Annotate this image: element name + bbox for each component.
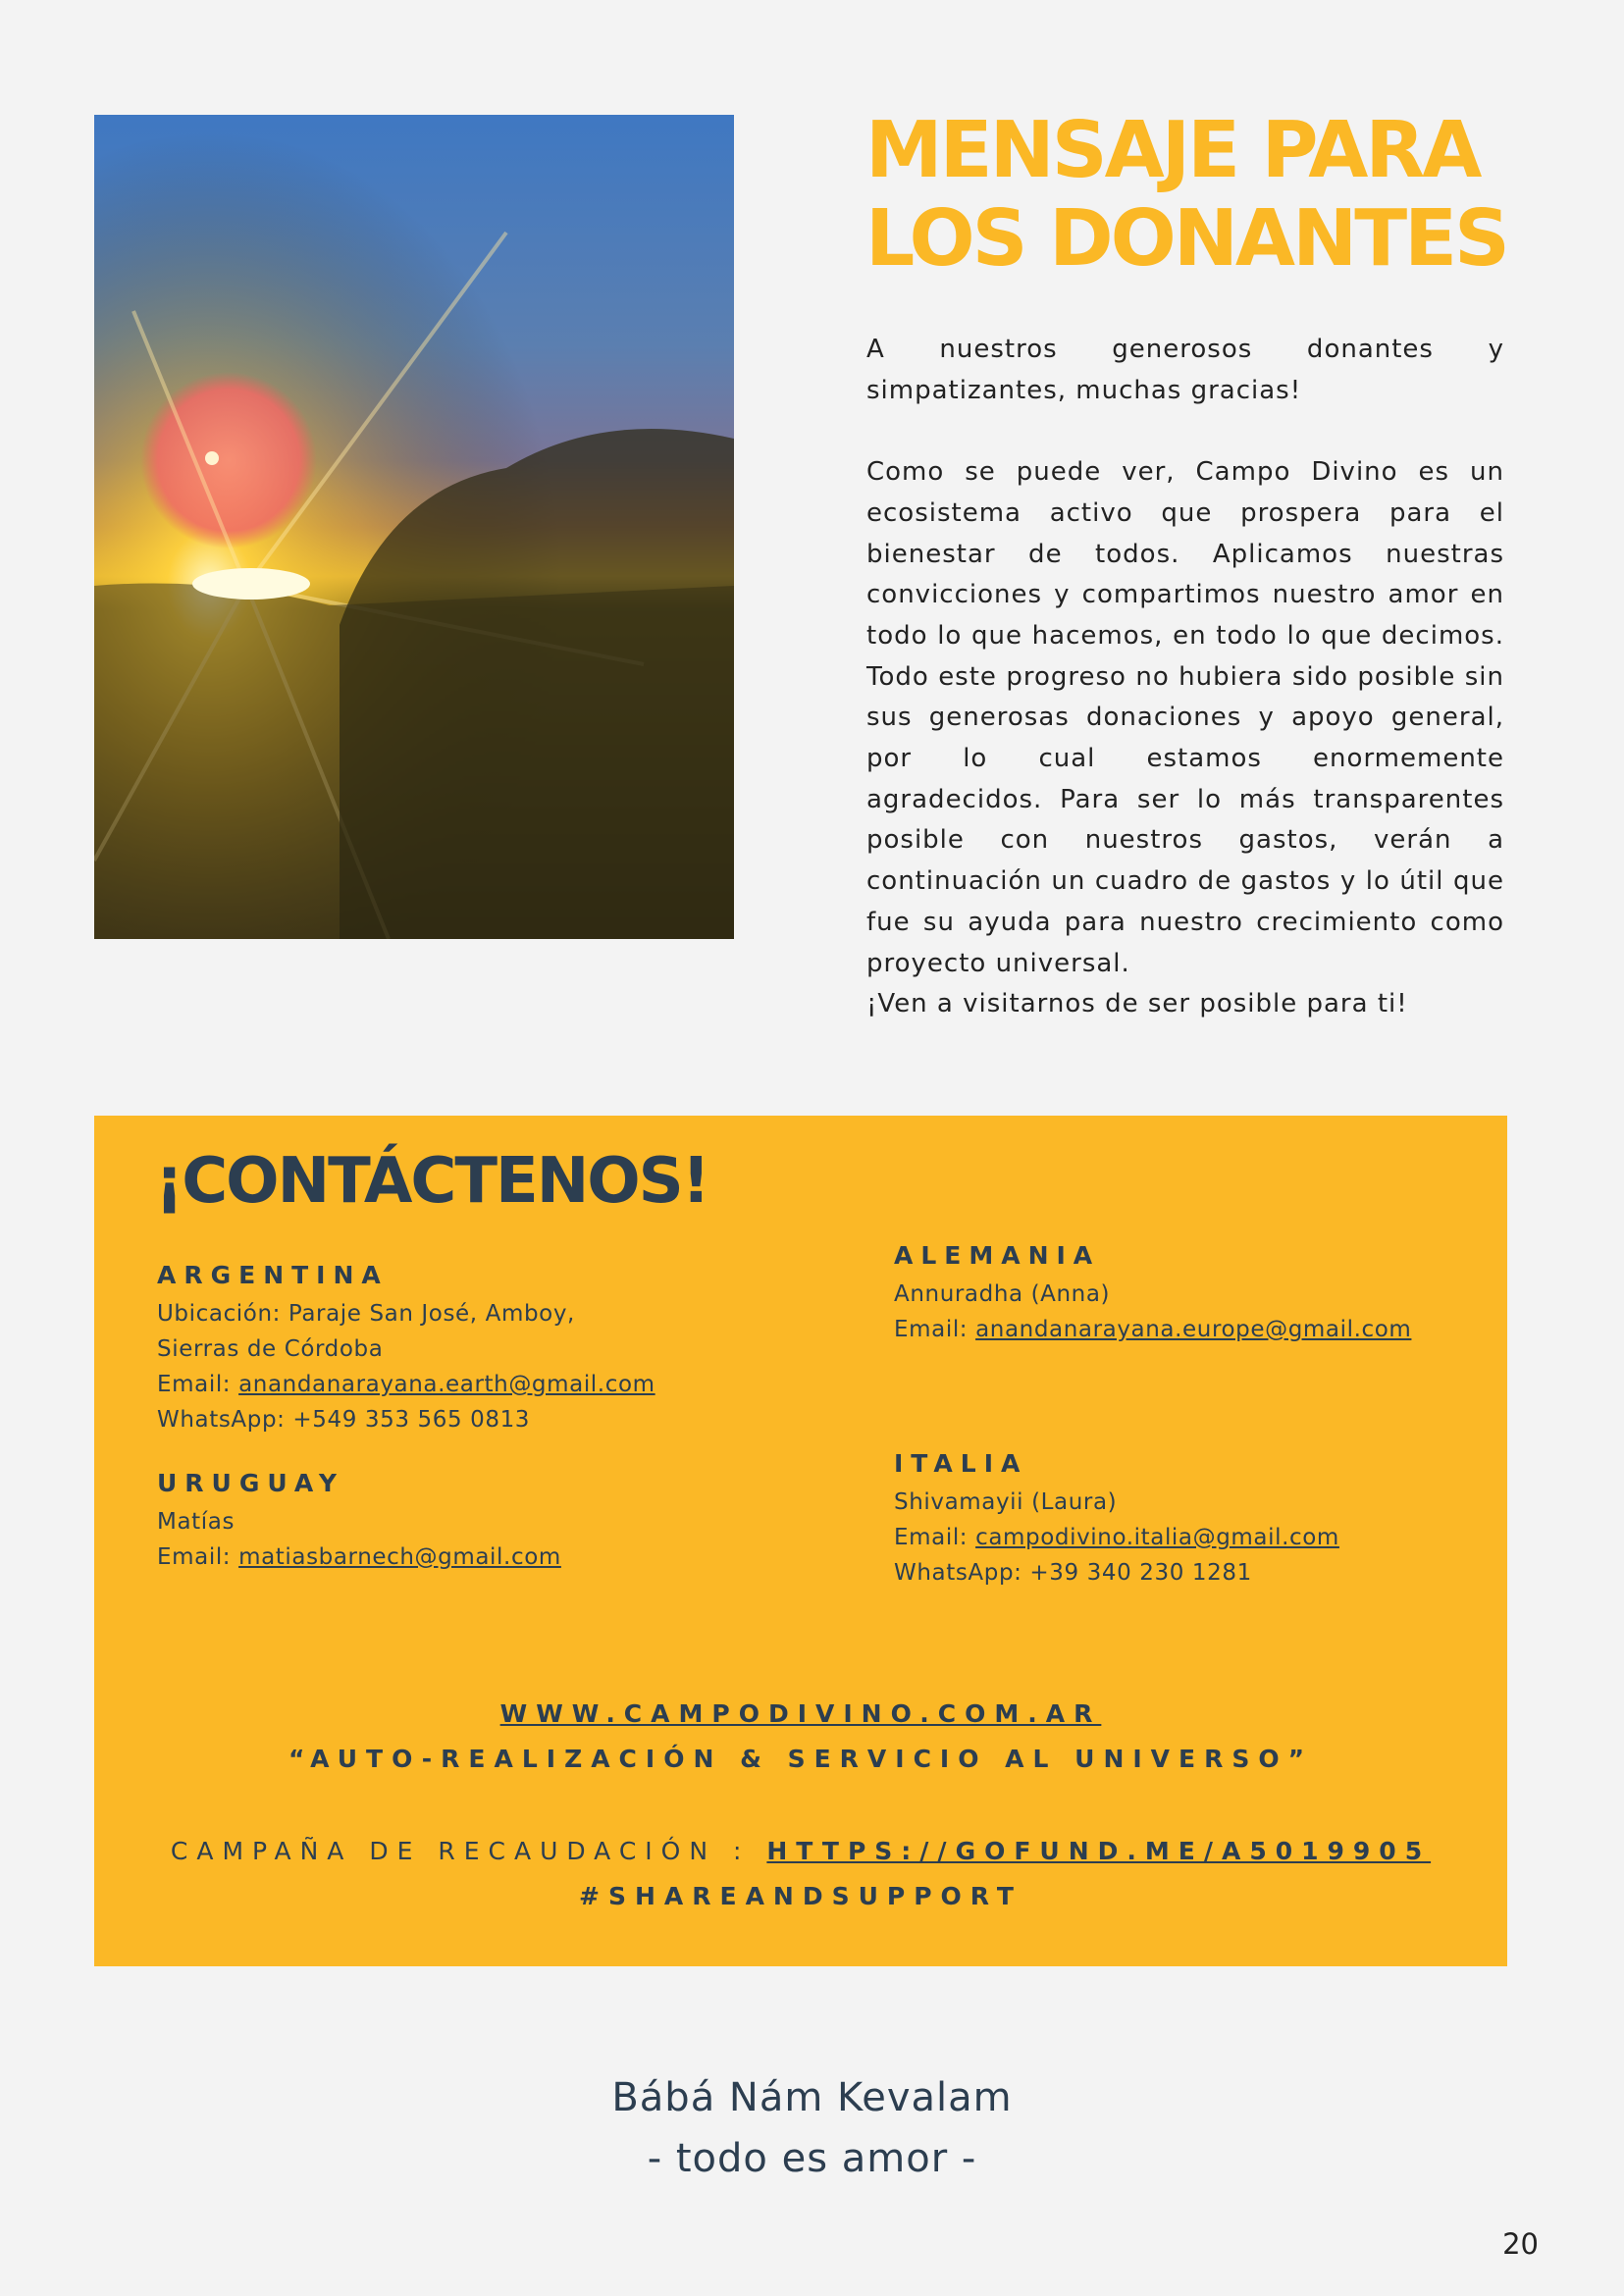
region-heading-alemania: ALEMANIA [894,1241,1101,1270]
email-link-uruguay[interactable]: matiasbarnech@gmail.com [238,1544,561,1570]
email-link-italia[interactable]: campodivino.italia@gmail.com [975,1525,1339,1550]
website-row [94,1699,1507,1728]
contact-name-alemania: Annuradha (Anna) [894,1281,1111,1307]
email-label: Email: [894,1525,976,1550]
campaign-row [94,1837,1507,1865]
sunset-image [94,115,734,939]
contact-uruguay [157,1467,561,1575]
contact-section [94,1116,1507,1966]
contact-title: ¡CONTÁCTENOS! [155,1145,708,1218]
contact-name-uruguay: Matías [157,1509,236,1535]
whatsapp-argentina: WhatsApp: +549 353 565 0813 [157,1407,531,1433]
email-row [894,1312,1411,1347]
email-label: Email: [894,1317,976,1342]
slogan: “AUTO-REALIZACIÓN & SERVICIO AL UNIVERSO” [288,1745,1314,1773]
page-number: 20 [1502,2227,1539,2261]
sunset-photo [94,115,734,939]
campaign-link[interactable]: HTTPS://GOFUND.ME/A5019905 [766,1837,1432,1865]
mantra-line1: Bábá Nám Kevalam [611,2075,1013,2120]
contact-italia [894,1447,1339,1591]
email-row [894,1520,1339,1555]
contact-alemania [894,1239,1411,1347]
location-line2: Sierras de Córdoba [157,1336,384,1362]
page-title-line1: MENSAJE PARA [865,105,1480,195]
paragraph-visit: ¡Ven a visitarnos de ser posible para ti! [866,989,1408,1019]
campaign-label: CAMPAÑA DE RECAUDACIÓN : [170,1837,767,1865]
paragraph-main: Como se puede ver, Campo Divino es un ecosistema activo que prospera para el bienestar de todos. Aplicamos nuestras convicciones y compartimos nuestro amor en todo lo que hacemos, en todo lo que decimos. Todo este progreso no hubiera sido posible sin sus generosas donaciones y apoyo general, por lo cual estamos enormemente agradecidos. Para ser lo más transparentes posible con nuestros gastos, verán a continuación un cuadro de gastos y lo útil que fue su ayuda para nuestro crecimiento como proyecto universal. [866,457,1504,978]
email-label: Email: [157,1544,239,1570]
email-link-alemania[interactable]: anandanarayana.europe@gmail.com [975,1317,1412,1342]
region-heading-italia: ITALIA [894,1449,1028,1478]
donor-message [866,330,1504,1025]
region-heading-uruguay: URUGUAY [157,1469,344,1497]
location-line1: Ubicación: Paraje San José, Amboy, [157,1301,575,1327]
contact-argentina [157,1259,655,1437]
hashtag: #SHAREANDSUPPORT [579,1882,1022,1910]
region-heading-argentina: ARGENTINA [157,1261,389,1289]
email-row [157,1367,655,1402]
website-link[interactable]: WWW.CAMPODIVINO.COM.AR [499,1699,1102,1728]
contact-name-italia: Shivamayii (Laura) [894,1489,1118,1515]
page-title [865,106,1552,283]
paragraph-thanks: A nuestros generosos donantes y simpatizantes, muchas gracias! [866,335,1504,405]
email-link-argentina[interactable]: anandanarayana.earth@gmail.com [238,1372,655,1397]
page-title-line2: LOS DONANTES [865,193,1507,284]
email-label: Email: [157,1372,239,1397]
whatsapp-italia: WhatsApp: +39 340 230 1281 [894,1560,1252,1586]
mantra-line2: - todo es amor - [647,2136,977,2181]
email-row [157,1539,561,1575]
